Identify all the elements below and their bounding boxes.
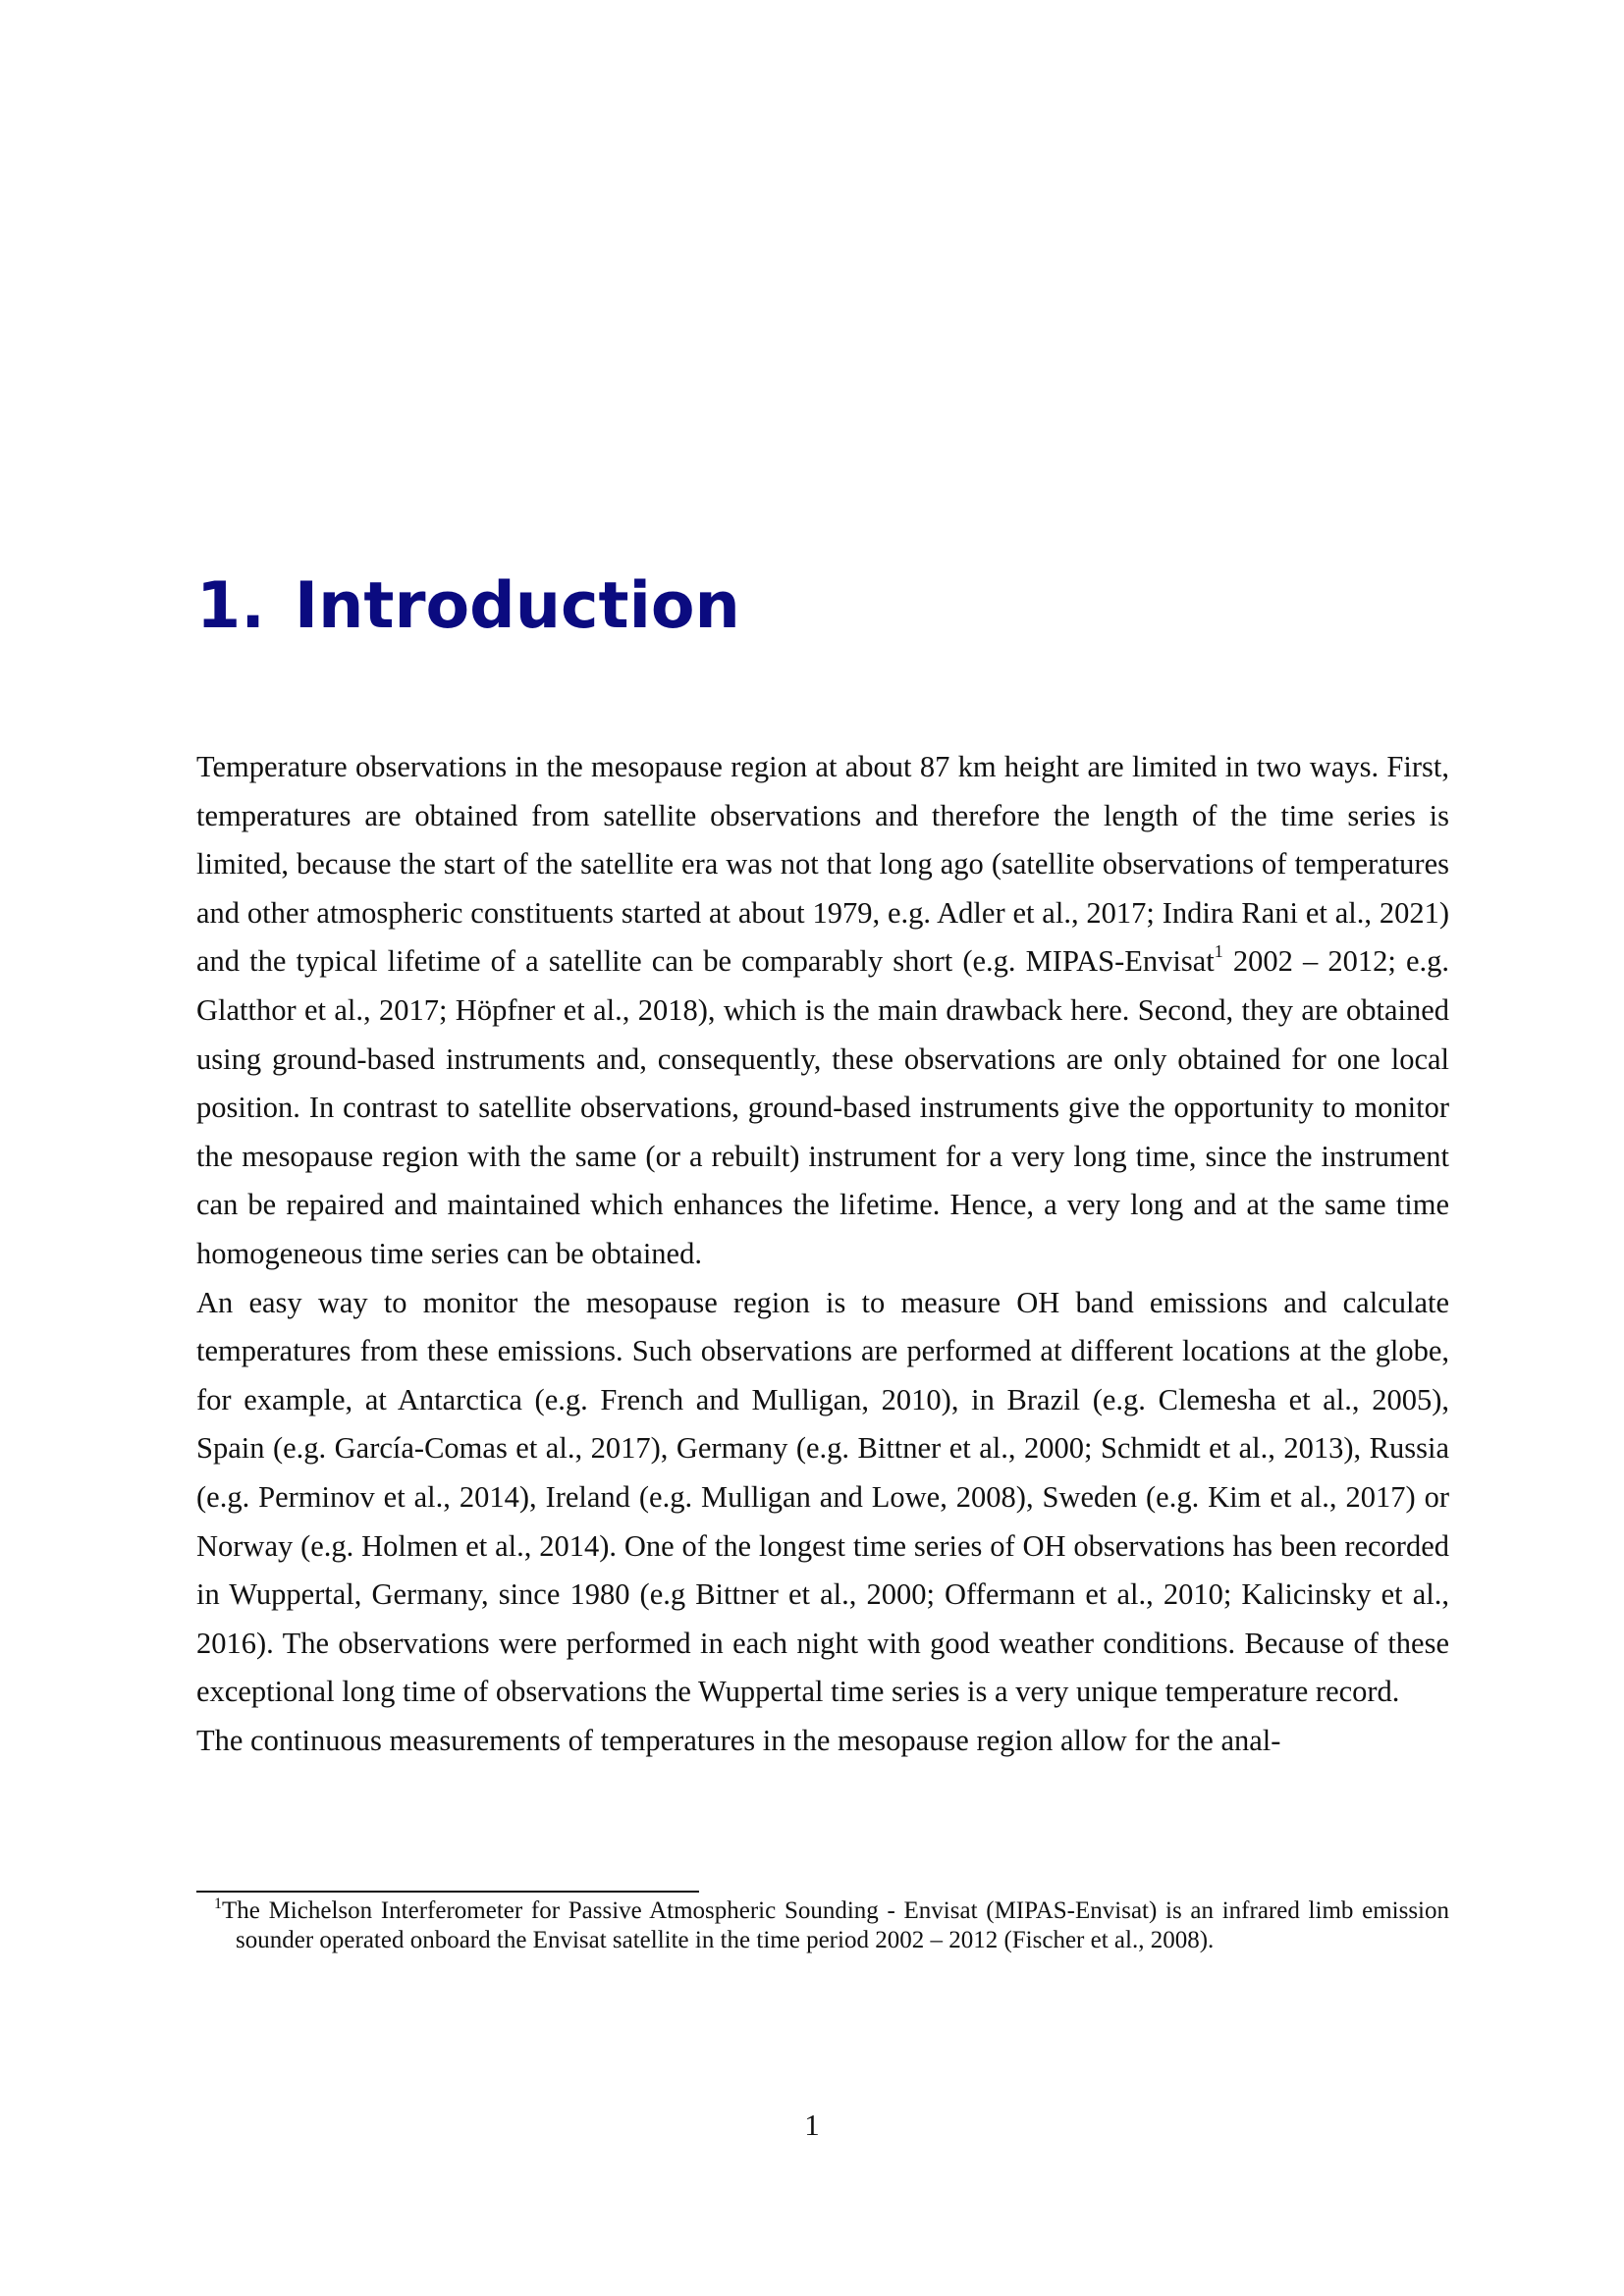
footnote-divider <box>196 1891 699 1893</box>
paragraph-3: The continuous measurements of temperatures in the mesopause region allow for the anal- <box>196 1723 1281 1757</box>
body-text <box>196 743 1449 1765</box>
chapter-title-text: Introduction <box>294 569 740 643</box>
chapter-number: 1. <box>196 569 265 643</box>
page-number: 1 <box>804 2108 820 2142</box>
paragraph-1 <box>196 743 1449 1279</box>
paragraph-2: An easy way to monitor the mesopause region is to measure OH band emissions and calculate temperatures from these emissions. Such observations are performed at different locations at the globe, for example, at Antarctica (e.g. French and Mulligan, 2010), in Brazil (e.g. Clemesha et al., 2005), Spain (e.g. García-Comas et al., 2017), Germany (e.g. Bittner et al., 2000; Schmidt et al., 2013), Russia (e.g. Perminov et al., 2014), Ireland (e.g. Mulligan and Lowe, 2008), Sweden (e.g. Kim et al., 2017) or Norway (e.g. Holmen et al., 2014). One of the longest time series of OH observations has been recorded in Wuppertal, Germany, since 1980 (e.g Bittner et al., 2000; Offermann et al., 2010; Kalicinsky et al., 2016). The observations were performed in each night with good weather conditions. Because of these exceptional long time of observations the Wuppertal time series is a very unique temperature record. <box>196 1285 1449 1709</box>
footnote-reference: 1 <box>1214 941 1223 962</box>
footnote-mark: 1 <box>214 1896 222 1912</box>
chapter-title <box>196 567 740 646</box>
paragraph-1-text-a: Temperature observations in the mesopause region at about 87 km height are limited in two ways. First, temperatures are obtained from satellite observations and therefore the length of the time series is limited, because the start of the satellite era was not that long ago (satellite observations of temperatures and other atmospheric constituents started at about 1979, e.g. Adler et al., 2017; Indira Rani et al., 2021) and the typical lifetime of a satellite can be comparably short (e.g. MIPAS-Envisat <box>196 750 1449 979</box>
footnote-text: The Michelson Interferometer for Passive Atmospheric Sounding - Envisat (MIPAS-Envisat) is an infrared limb emission sounder operated onboard the Envisat satellite in the time period 2002 – 2012 (Fischer et al., 2008). <box>222 1897 1449 1953</box>
footnote <box>196 1896 1449 1954</box>
paragraph-1-text-b: 2002 – 2012; e.g. Glatthor et al., 2017; Höpfner et al., 2018), which is the main drawback here. Second, they are obtained using ground-based instruments and, consequently, these observations are only obtained for one local position. In contrast to satellite observations, ground-based instruments give the opportunity to monitor the mesopause region with the same (or a rebuilt) instrument for a very long time, since the instrument can be repaired and maintained which enhances the lifetime. Hence, a very long and at the same time homogeneous time series can be obtained. <box>196 944 1449 1270</box>
